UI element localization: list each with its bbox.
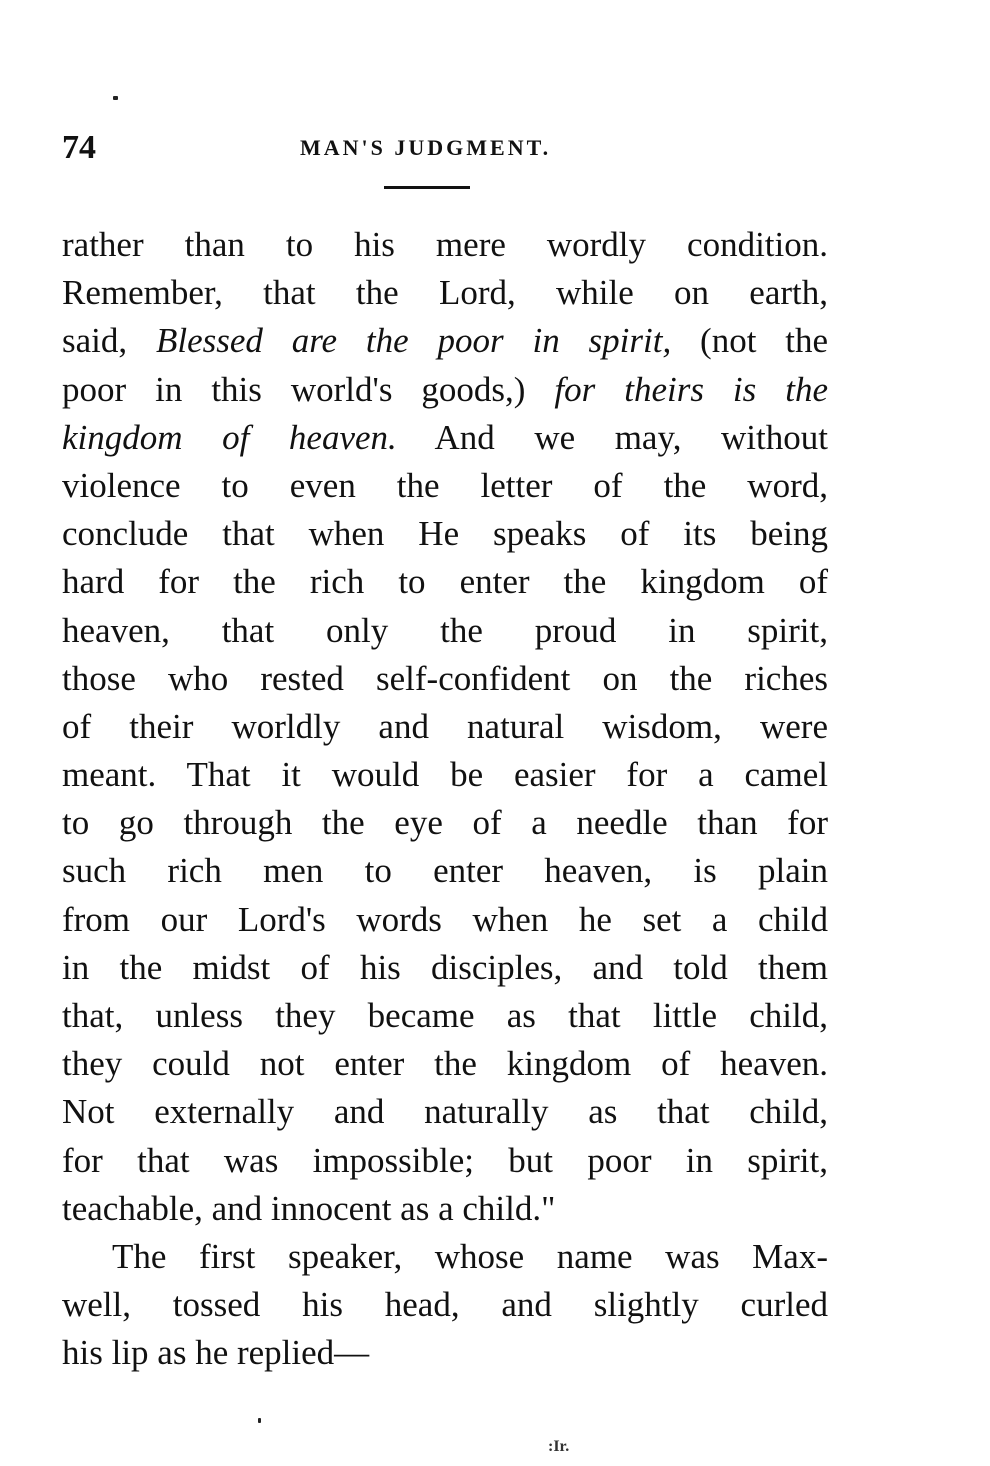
- text-line: conclude that when He speaks of its being: [62, 514, 828, 554]
- text-line: such rich men to enter heaven, is plain: [62, 851, 828, 891]
- text-line: to go through the eye of a needle than for: [62, 803, 828, 843]
- text-line: teachable, and innocent as a child.": [62, 1188, 556, 1228]
- page-header: [62, 128, 830, 168]
- text-line: [62, 366, 828, 414]
- text-line: meant. That it would be easier for a camel: [62, 755, 828, 795]
- text-line: hard for the rich to enter the kingdom of: [62, 562, 828, 602]
- italic-run: kingdom of heaven.: [62, 417, 397, 457]
- text-line: Not externally and naturally as that child,: [62, 1092, 828, 1132]
- running-head: MAN'S JUDGMENT.: [300, 135, 552, 160]
- text-run: (not the: [700, 321, 829, 361]
- text-line: of their worldly and natural wisdom, were: [62, 706, 828, 746]
- text-line: violence to even the letter of the word,: [62, 465, 828, 505]
- text-line: from our Lord's words when he set a child: [62, 899, 828, 939]
- text-line: that, unless they became as that little child,: [62, 996, 828, 1035]
- text-run: said,: [62, 321, 128, 361]
- text-line: for that was impossible; but poor in spirit,: [62, 1140, 828, 1180]
- footer-mark: :Ir.: [548, 1438, 570, 1455]
- text-line: heaven, that only the proud in spirit,: [62, 610, 828, 650]
- text-run: poor in this world's goods,): [62, 369, 526, 409]
- text-run: And we may, without: [434, 417, 828, 457]
- text-line: Remember, that the Lord, while on earth,: [62, 273, 828, 313]
- italic-run: Blessed are the poor in spirit,: [155, 321, 672, 361]
- text-line: well, tossed his head, and slightly curled: [62, 1285, 828, 1325]
- text-line: The first speaker, whose name was Max-: [112, 1236, 828, 1276]
- print-speck: [258, 1418, 261, 1423]
- text-line: those who rested self-confident on the riches: [62, 658, 828, 698]
- text-line: rather than to his mere wordly condition.: [62, 225, 828, 264]
- body-text: [62, 221, 828, 1378]
- text-line: [62, 414, 828, 462]
- italic-run: for theirs is the: [554, 369, 828, 409]
- header-rule: [384, 186, 470, 189]
- print-speck: [113, 96, 118, 100]
- text-line: his lip as he replied—: [62, 1333, 370, 1373]
- text-line: in the midst of his disciples, and told them: [62, 947, 828, 987]
- page-number: 74: [62, 129, 96, 166]
- text-line: [62, 317, 828, 365]
- text-line: they could not enter the kingdom of heaven.: [62, 1044, 828, 1084]
